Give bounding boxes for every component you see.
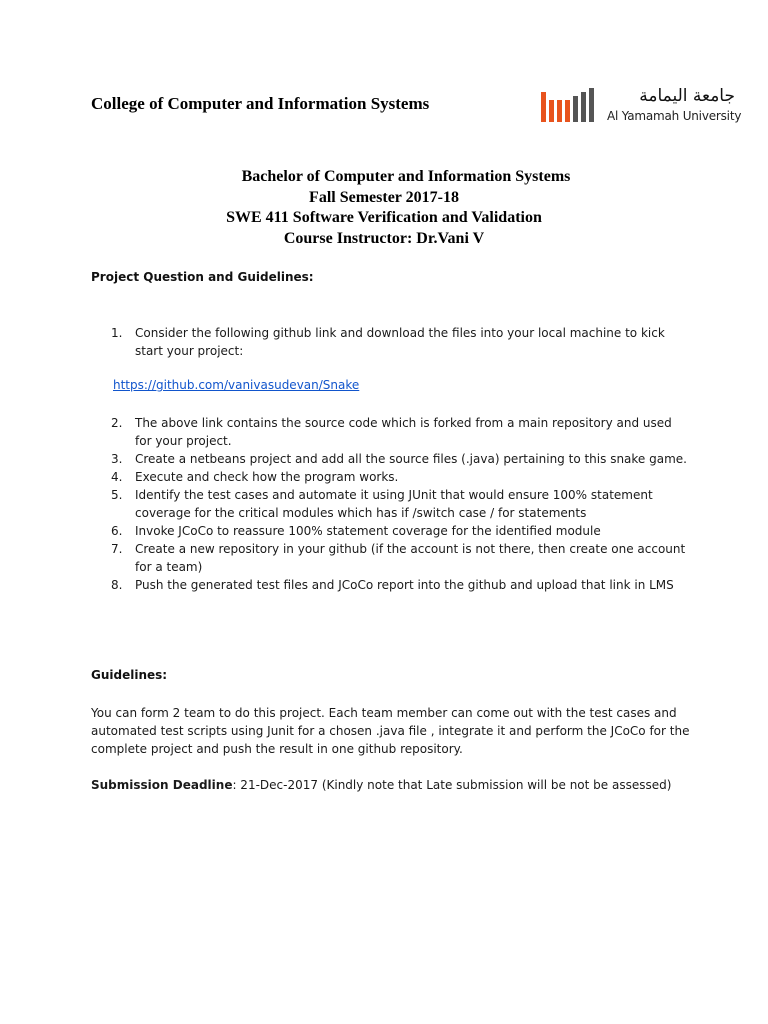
task-list-first: [91, 324, 691, 360]
list-item: [91, 468, 691, 486]
list-item-text: Push the generated test files and JCoCo report into the github and upload that link in LMS: [135, 578, 674, 592]
guidelines-text: You can form 2 team to do this project. Each team member can come out with the test cases and automated test scripts using Junit for a chosen .java file , integrate it and perform the JCoCo for the complete project and push the result in one github repository.: [91, 706, 690, 756]
list-item-text: Consider the following github link and download the files into your local machine to kick start your project:: [135, 326, 665, 358]
list-number: 7.: [111, 542, 123, 556]
github-link[interactable]: https://github.com/vanivasudevan/Snake: [113, 378, 360, 392]
list-item: [91, 414, 691, 450]
submission-label: Submission Deadline: [91, 778, 233, 792]
submission-line: [91, 776, 691, 794]
list-item: [91, 576, 691, 594]
list-number: 6.: [111, 524, 123, 538]
list-item-text: Execute and check how the program works.: [135, 470, 399, 484]
list-item: [91, 540, 691, 576]
project-heading: Project Question and Guidelines:: [91, 270, 314, 284]
logo-arabic-text: جامعة اليمامة: [639, 86, 735, 106]
program-title: Bachelor of Computer and Information Systems: [241, 168, 571, 185]
list-item: [91, 522, 691, 540]
list-item-text: Invoke JCoCo to reassure 100% statement coverage for the identified module: [135, 524, 601, 538]
instructor: Course Instructor: Dr.Vani V: [283, 230, 485, 247]
list-item-text: Create a new repository in your github (if the account is not there, then create one account for a team): [135, 542, 686, 574]
logo-english-text: Al Yamamah University: [607, 109, 742, 123]
course-title: SWE 411 Software Verification and Validation: [226, 209, 542, 226]
semester: Fall Semester 2017-18: [309, 189, 459, 206]
submission-text: : 21-Dec-2017 (Kindly note that Late submission will be not be assessed): [232, 778, 672, 792]
list-number: 5.: [111, 488, 123, 502]
list-item: [91, 486, 691, 522]
list-item: [91, 324, 691, 360]
logo-bars-icon: [541, 88, 603, 124]
list-number: 3.: [111, 452, 123, 466]
task-list: [91, 414, 691, 594]
list-item: [91, 450, 691, 468]
list-item-text: The above link contains the source code which is forked from a main repository and used for your project.: [135, 416, 672, 448]
list-item-text: Identify the test cases and automate it using JUnit that would ensure 100% statement coverage for the critical modules which has if /switch case / for statements: [135, 488, 653, 520]
list-number: 2.: [111, 416, 123, 430]
list-item-text: Create a netbeans project and add all the source files (.java) pertaining to this snake game.: [135, 452, 687, 466]
list-number: 8.: [111, 578, 123, 592]
list-number: 4.: [111, 470, 123, 484]
guidelines-heading: Guidelines:: [91, 668, 168, 682]
list-number: 1.: [111, 326, 123, 340]
university-logo: [541, 86, 741, 130]
college-name: College of Computer and Information Systems: [91, 94, 430, 113]
